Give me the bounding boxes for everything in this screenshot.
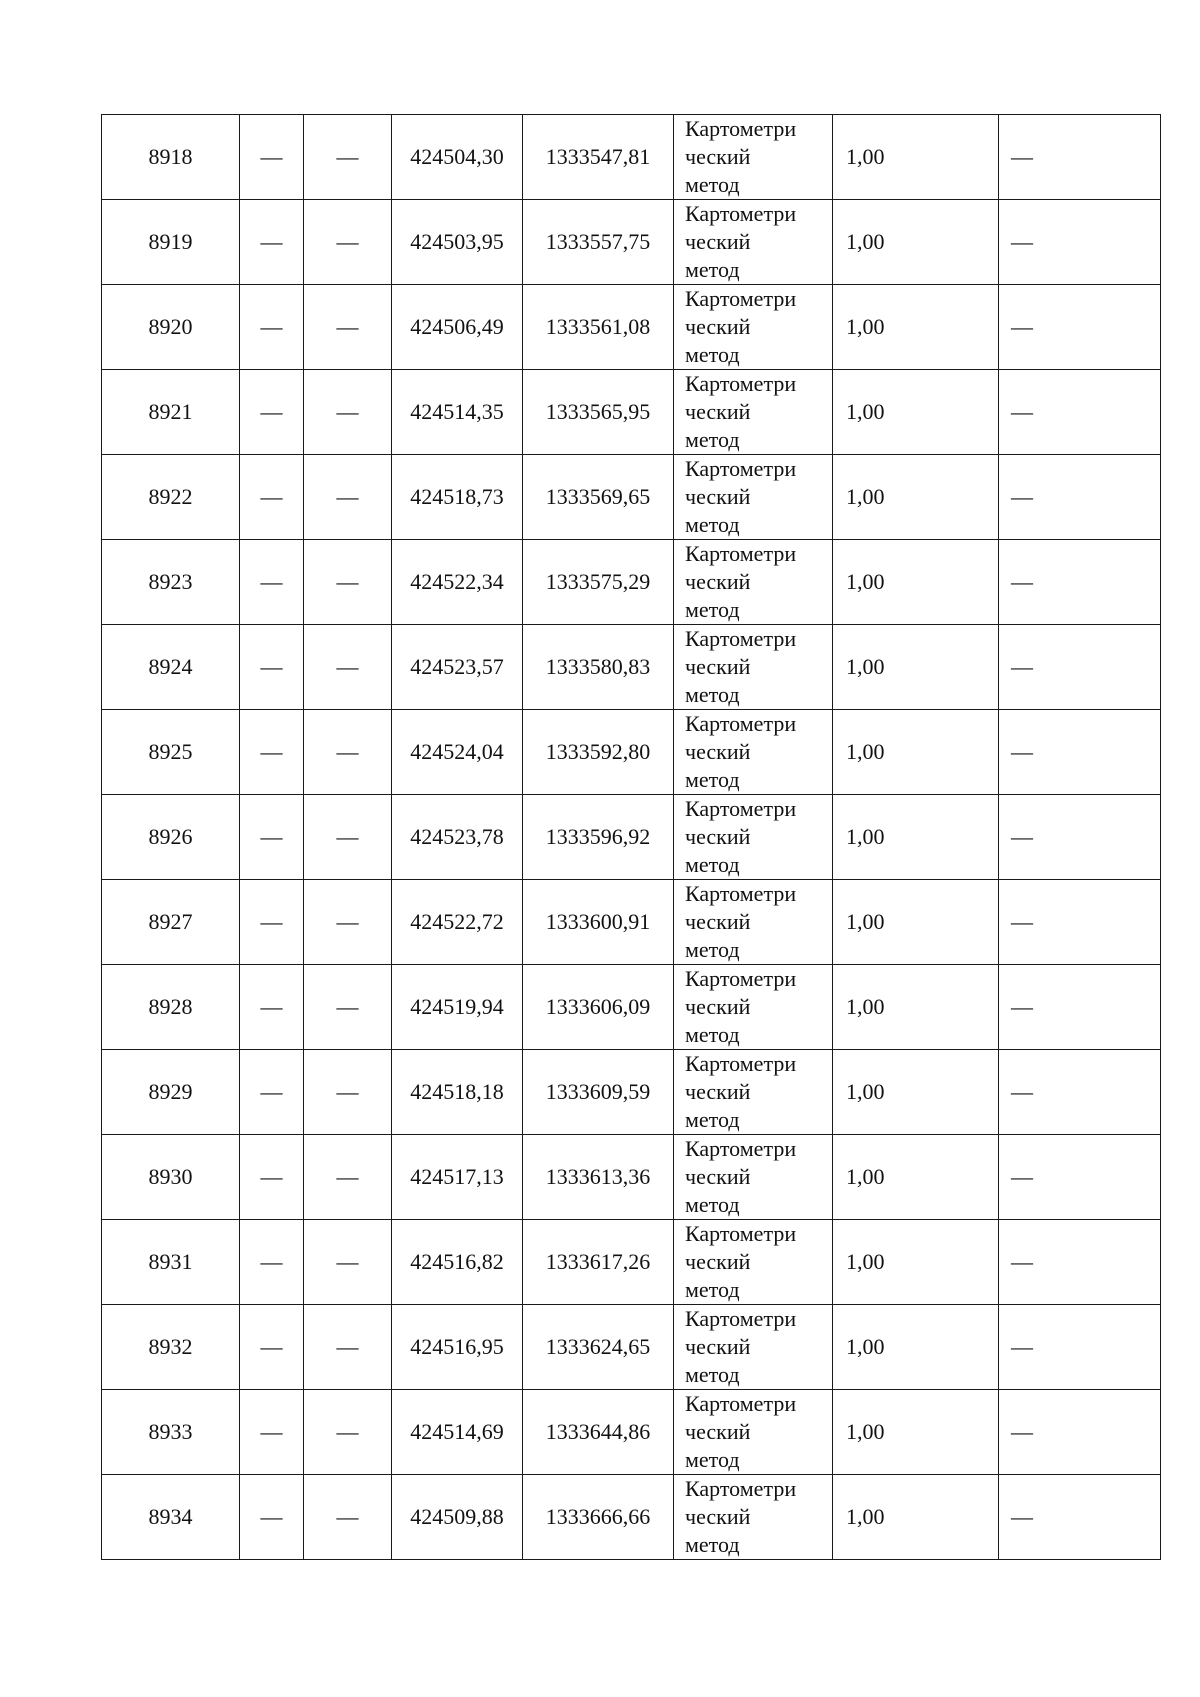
- method-line: ческий: [685, 1164, 751, 1189]
- table-row: [102, 1475, 1161, 1560]
- method-line: метод: [685, 1277, 740, 1302]
- method-line: метод: [685, 1532, 740, 1557]
- point-number-cell: 8925: [102, 710, 240, 795]
- x-coordinate-cell: 424523,57: [392, 625, 523, 710]
- method-cell: [674, 625, 833, 710]
- method-cell: [674, 880, 833, 965]
- y-coordinate-cell: 1333575,29: [523, 540, 674, 625]
- method-line: Картометри: [685, 116, 797, 141]
- point-number-cell: 8926: [102, 795, 240, 880]
- table-row: [102, 1050, 1161, 1135]
- x-coordinate-cell: 424506,49: [392, 285, 523, 370]
- empty-value-cell: —: [240, 1390, 304, 1475]
- point-number-cell: 8931: [102, 1220, 240, 1305]
- method-line: метод: [685, 512, 740, 537]
- method-line: ческий: [685, 994, 751, 1019]
- y-coordinate-cell: 1333561,08: [523, 285, 674, 370]
- empty-value-cell: —: [999, 1305, 1161, 1390]
- method-line: Картометри: [685, 1221, 797, 1246]
- error-cell: 1,00: [833, 1050, 999, 1135]
- table-row: [102, 965, 1161, 1050]
- method-line: метод: [685, 1447, 740, 1472]
- empty-value-cell: —: [304, 200, 392, 285]
- x-coordinate-cell: 424522,34: [392, 540, 523, 625]
- x-coordinate-cell: 424516,95: [392, 1305, 523, 1390]
- method-line: Картометри: [685, 796, 797, 821]
- y-coordinate-cell: 1333606,09: [523, 965, 674, 1050]
- empty-value-cell: —: [999, 540, 1161, 625]
- empty-value-cell: —: [240, 540, 304, 625]
- y-coordinate-cell: 1333565,95: [523, 370, 674, 455]
- y-coordinate-cell: 1333569,65: [523, 455, 674, 540]
- table-row: [102, 1390, 1161, 1475]
- empty-value-cell: —: [999, 1135, 1161, 1220]
- empty-value-cell: —: [304, 625, 392, 710]
- empty-value-cell: —: [240, 880, 304, 965]
- method-line: ческий: [685, 314, 751, 339]
- empty-value-cell: —: [240, 1475, 304, 1560]
- table-row: [102, 1135, 1161, 1220]
- x-coordinate-cell: 424503,95: [392, 200, 523, 285]
- method-line: ческий: [685, 399, 751, 424]
- point-number-cell: 8927: [102, 880, 240, 965]
- empty-value-cell: —: [240, 965, 304, 1050]
- empty-value-cell: —: [304, 1305, 392, 1390]
- method-cell: [674, 965, 833, 1050]
- method-line: Картометри: [685, 201, 797, 226]
- method-line: Картометри: [685, 1476, 797, 1501]
- empty-value-cell: —: [999, 1050, 1161, 1135]
- method-line: Картометри: [685, 966, 797, 991]
- empty-value-cell: —: [240, 795, 304, 880]
- method-line: ческий: [685, 909, 751, 934]
- empty-value-cell: —: [240, 1305, 304, 1390]
- table-row: [102, 285, 1161, 370]
- y-coordinate-cell: 1333592,80: [523, 710, 674, 795]
- point-number-cell: 8920: [102, 285, 240, 370]
- method-line: ческий: [685, 739, 751, 764]
- table-body: [102, 115, 1161, 1560]
- error-cell: 1,00: [833, 795, 999, 880]
- point-number-cell: 8934: [102, 1475, 240, 1560]
- empty-value-cell: —: [240, 625, 304, 710]
- method-line: метод: [685, 937, 740, 962]
- point-number-cell: 8930: [102, 1135, 240, 1220]
- empty-value-cell: —: [304, 1220, 392, 1305]
- table-row: [102, 200, 1161, 285]
- method-line: Картометри: [685, 711, 797, 736]
- empty-value-cell: —: [240, 1050, 304, 1135]
- method-line: ческий: [685, 824, 751, 849]
- method-cell: [674, 710, 833, 795]
- y-coordinate-cell: 1333609,59: [523, 1050, 674, 1135]
- empty-value-cell: —: [999, 1475, 1161, 1560]
- table-row: [102, 625, 1161, 710]
- empty-value-cell: —: [240, 285, 304, 370]
- error-cell: 1,00: [833, 540, 999, 625]
- table-row: [102, 1305, 1161, 1390]
- method-line: Картометри: [685, 1051, 797, 1076]
- error-cell: 1,00: [833, 370, 999, 455]
- empty-value-cell: —: [999, 625, 1161, 710]
- point-number-cell: 8924: [102, 625, 240, 710]
- error-cell: 1,00: [833, 1390, 999, 1475]
- point-number-cell: 8932: [102, 1305, 240, 1390]
- table-row: [102, 1220, 1161, 1305]
- y-coordinate-cell: 1333600,91: [523, 880, 674, 965]
- empty-value-cell: —: [304, 285, 392, 370]
- y-coordinate-cell: 1333666,66: [523, 1475, 674, 1560]
- y-coordinate-cell: 1333613,36: [523, 1135, 674, 1220]
- point-number-cell: 8923: [102, 540, 240, 625]
- x-coordinate-cell: 424514,69: [392, 1390, 523, 1475]
- method-cell: [674, 1050, 833, 1135]
- method-line: ческий: [685, 1504, 751, 1529]
- table-row: [102, 370, 1161, 455]
- method-line: ческий: [685, 1079, 751, 1104]
- point-number-cell: 8918: [102, 115, 240, 200]
- y-coordinate-cell: 1333596,92: [523, 795, 674, 880]
- method-line: метод: [685, 682, 740, 707]
- x-coordinate-cell: 424504,30: [392, 115, 523, 200]
- method-cell: [674, 1220, 833, 1305]
- empty-value-cell: —: [304, 1050, 392, 1135]
- empty-value-cell: —: [304, 540, 392, 625]
- method-line: метод: [685, 342, 740, 367]
- method-line: метод: [685, 767, 740, 792]
- method-cell: [674, 795, 833, 880]
- table-row: [102, 710, 1161, 795]
- y-coordinate-cell: 1333624,65: [523, 1305, 674, 1390]
- method-line: метод: [685, 597, 740, 622]
- empty-value-cell: —: [999, 1390, 1161, 1475]
- error-cell: 1,00: [833, 1220, 999, 1305]
- error-cell: 1,00: [833, 115, 999, 200]
- y-coordinate-cell: 1333547,81: [523, 115, 674, 200]
- method-line: ческий: [685, 1249, 751, 1274]
- table-row: [102, 795, 1161, 880]
- empty-value-cell: —: [240, 200, 304, 285]
- table-row: [102, 540, 1161, 625]
- method-line: ческий: [685, 229, 751, 254]
- x-coordinate-cell: 424519,94: [392, 965, 523, 1050]
- empty-value-cell: —: [304, 115, 392, 200]
- method-line: метод: [685, 257, 740, 282]
- method-line: Картометри: [685, 541, 797, 566]
- empty-value-cell: —: [240, 115, 304, 200]
- table-row: [102, 880, 1161, 965]
- method-line: ческий: [685, 1419, 751, 1444]
- method-cell: [674, 455, 833, 540]
- method-line: Картометри: [685, 1391, 797, 1416]
- method-line: метод: [685, 852, 740, 877]
- error-cell: 1,00: [833, 625, 999, 710]
- error-cell: 1,00: [833, 1305, 999, 1390]
- empty-value-cell: —: [999, 370, 1161, 455]
- point-number-cell: 8928: [102, 965, 240, 1050]
- empty-value-cell: —: [304, 370, 392, 455]
- point-number-cell: 8919: [102, 200, 240, 285]
- method-line: ческий: [685, 144, 751, 169]
- method-line: Картометри: [685, 286, 797, 311]
- empty-value-cell: —: [240, 1220, 304, 1305]
- empty-value-cell: —: [999, 965, 1161, 1050]
- method-cell: [674, 115, 833, 200]
- x-coordinate-cell: 424523,78: [392, 795, 523, 880]
- error-cell: 1,00: [833, 710, 999, 795]
- method-cell: [674, 1475, 833, 1560]
- method-cell: [674, 200, 833, 285]
- y-coordinate-cell: 1333557,75: [523, 200, 674, 285]
- error-cell: 1,00: [833, 880, 999, 965]
- method-line: ческий: [685, 654, 751, 679]
- method-cell: [674, 1135, 833, 1220]
- empty-value-cell: —: [304, 965, 392, 1050]
- empty-value-cell: —: [240, 1135, 304, 1220]
- x-coordinate-cell: 424518,73: [392, 455, 523, 540]
- x-coordinate-cell: 424514,35: [392, 370, 523, 455]
- x-coordinate-cell: 424516,82: [392, 1220, 523, 1305]
- empty-value-cell: —: [999, 200, 1161, 285]
- empty-value-cell: —: [304, 795, 392, 880]
- empty-value-cell: —: [999, 285, 1161, 370]
- point-number-cell: 8929: [102, 1050, 240, 1135]
- y-coordinate-cell: 1333644,86: [523, 1390, 674, 1475]
- method-line: метод: [685, 172, 740, 197]
- y-coordinate-cell: 1333580,83: [523, 625, 674, 710]
- empty-value-cell: —: [240, 370, 304, 455]
- method-line: метод: [685, 1107, 740, 1132]
- method-line: Картометри: [685, 1306, 797, 1331]
- empty-value-cell: —: [240, 455, 304, 540]
- error-cell: 1,00: [833, 285, 999, 370]
- method-line: Картометри: [685, 371, 797, 396]
- error-cell: 1,00: [833, 1475, 999, 1560]
- point-number-cell: 8922: [102, 455, 240, 540]
- empty-value-cell: —: [304, 1390, 392, 1475]
- method-line: метод: [685, 1022, 740, 1047]
- x-coordinate-cell: 424517,13: [392, 1135, 523, 1220]
- empty-value-cell: —: [999, 115, 1161, 200]
- method-line: ческий: [685, 484, 751, 509]
- point-number-cell: 8921: [102, 370, 240, 455]
- method-cell: [674, 285, 833, 370]
- empty-value-cell: —: [304, 455, 392, 540]
- x-coordinate-cell: 424509,88: [392, 1475, 523, 1560]
- method-line: Картометри: [685, 881, 797, 906]
- coordinates-table: [101, 114, 1161, 1560]
- empty-value-cell: —: [999, 795, 1161, 880]
- x-coordinate-cell: 424518,18: [392, 1050, 523, 1135]
- empty-value-cell: —: [304, 880, 392, 965]
- method-cell: [674, 1305, 833, 1390]
- method-line: метод: [685, 1362, 740, 1387]
- table-row: [102, 115, 1161, 200]
- method-line: ческий: [685, 569, 751, 594]
- y-coordinate-cell: 1333617,26: [523, 1220, 674, 1305]
- method-line: метод: [685, 1192, 740, 1217]
- table-row: [102, 455, 1161, 540]
- method-cell: [674, 1390, 833, 1475]
- method-cell: [674, 540, 833, 625]
- empty-value-cell: —: [240, 710, 304, 795]
- empty-value-cell: —: [999, 1220, 1161, 1305]
- method-line: метод: [685, 427, 740, 452]
- error-cell: 1,00: [833, 1135, 999, 1220]
- error-cell: 1,00: [833, 965, 999, 1050]
- method-line: Картометри: [685, 456, 797, 481]
- x-coordinate-cell: 424524,04: [392, 710, 523, 795]
- point-number-cell: 8933: [102, 1390, 240, 1475]
- empty-value-cell: —: [999, 880, 1161, 965]
- error-cell: 1,00: [833, 455, 999, 540]
- method-line: ческий: [685, 1334, 751, 1359]
- error-cell: 1,00: [833, 200, 999, 285]
- empty-value-cell: —: [304, 1475, 392, 1560]
- method-line: Картометри: [685, 1136, 797, 1161]
- method-line: Картометри: [685, 626, 797, 651]
- x-coordinate-cell: 424522,72: [392, 880, 523, 965]
- empty-value-cell: —: [999, 455, 1161, 540]
- empty-value-cell: —: [304, 1135, 392, 1220]
- empty-value-cell: —: [304, 710, 392, 795]
- empty-value-cell: —: [999, 710, 1161, 795]
- method-cell: [674, 370, 833, 455]
